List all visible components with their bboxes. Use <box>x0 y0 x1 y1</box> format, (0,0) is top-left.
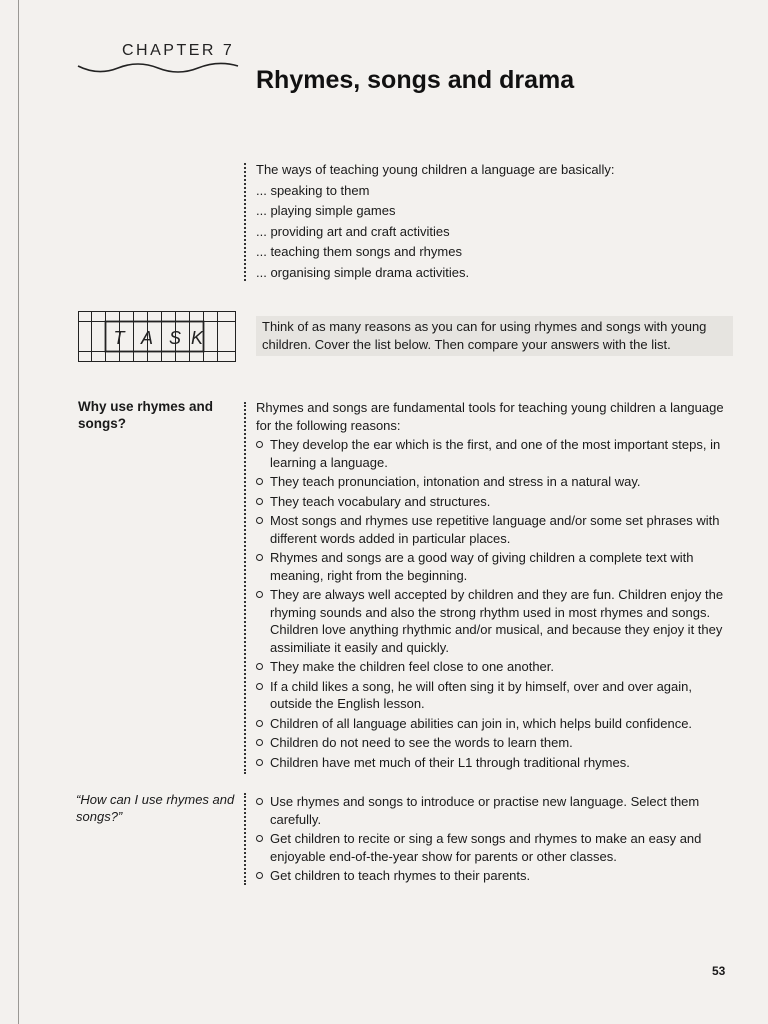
bullet-icon <box>256 498 263 505</box>
margin-rule-why <box>244 402 246 774</box>
list-item: Children have met much of their L1 through traditional rhymes. <box>256 754 736 772</box>
bullet-icon <box>256 798 263 805</box>
list-item: Children do not need to see the words to learn them. <box>256 734 736 752</box>
how-block <box>256 793 736 887</box>
task-letter: T <box>113 328 125 348</box>
list-item: Rhymes and songs are a good way of giving children a complete text with meaning, right from the beginning. <box>256 549 736 584</box>
bullet-icon <box>256 554 263 561</box>
bullet-icon <box>256 759 263 766</box>
list-item: They make the children feel close to one another. <box>256 658 736 676</box>
chapter-header <box>76 40 241 80</box>
tips-list <box>256 793 736 885</box>
list-item: They teach vocabulary and structures. <box>256 493 736 511</box>
list-item: Get children to recite or sing a few songs and rhymes to make an easy and enjoyable end-of-the-year show for parents or other classes. <box>256 830 736 865</box>
bullet-icon <box>256 739 263 746</box>
list-item: Use rhymes and songs to introduce or practise new language. Select them carefully. <box>256 793 736 828</box>
page-edge-line <box>18 0 19 1024</box>
page-number: 53 <box>712 964 726 978</box>
list-item: Get children to teach rhymes to their parents. <box>256 867 736 885</box>
margin-rule-intro <box>244 163 246 281</box>
why-lead: Rhymes and songs are fundamental tools for teaching young children a language for the following reasons: <box>256 400 724 433</box>
margin-rule-how <box>244 793 246 885</box>
why-block <box>256 399 736 773</box>
bullet-icon <box>256 720 263 727</box>
bullet-icon <box>256 441 263 448</box>
intro-item: ... providing art and craft activities <box>256 223 450 239</box>
chapter-label: CHAPTER 7 <box>122 42 235 59</box>
intro-item: ... organising simple drama activities. <box>256 264 470 280</box>
wave-ornament-icon <box>76 62 241 74</box>
list-item: They are always well accepted by children and they are fun. Children enjoy the rhyming sounds and also the strong rhythm used in most rhymes and songs. Children love anything rhythmic and/or musical, and because they enjoy it they assimiliate it easily and quickly. <box>256 586 736 656</box>
bullet-icon <box>256 478 263 485</box>
list-item: If a child likes a song, he will often sing it by himself, over and over again, outside the English lesson. <box>256 678 736 713</box>
chapter-title: Rhymes, songs and drama <box>256 66 575 94</box>
bullet-icon <box>256 683 263 690</box>
intro-block <box>256 160 736 283</box>
intro-item: ... speaking to them <box>256 182 370 198</box>
task-grid-icon <box>78 311 238 363</box>
why-heading: Why use rhymes and songs? <box>78 399 214 431</box>
bullet-icon <box>256 591 263 598</box>
intro-item: ... teaching them songs and rhymes <box>256 244 462 259</box>
task-letter: A <box>140 328 154 348</box>
list-item: Most songs and rhymes use repetitive language and/or some set phrases with different words added in particular places. <box>256 512 736 547</box>
list-item: Children of all language abilities can join in, which helps build confidence. <box>256 715 736 733</box>
intro-item: ... playing simple games <box>256 203 396 218</box>
bullet-icon <box>256 872 263 879</box>
bullet-icon <box>256 663 263 670</box>
task-letter: K <box>190 328 204 348</box>
intro-lead: The ways of teaching young children a language are basically: <box>256 162 615 177</box>
how-heading: “How can I use rhymes and songs?” <box>76 792 235 824</box>
task-prompt: Think of as many reasons as you can for using rhymes and songs with young children. Cover the list below. Then compare your answers with the list. <box>256 316 733 356</box>
list-item: They develop the ear which is the first, and one of the most important steps, in learning a language. <box>256 436 736 471</box>
bullet-icon <box>256 517 263 524</box>
list-item: They teach pronunciation, intonation and stress in a natural way. <box>256 473 736 491</box>
bullet-icon <box>256 835 263 842</box>
task-letter: S <box>168 328 182 348</box>
reasons-list <box>256 436 736 771</box>
